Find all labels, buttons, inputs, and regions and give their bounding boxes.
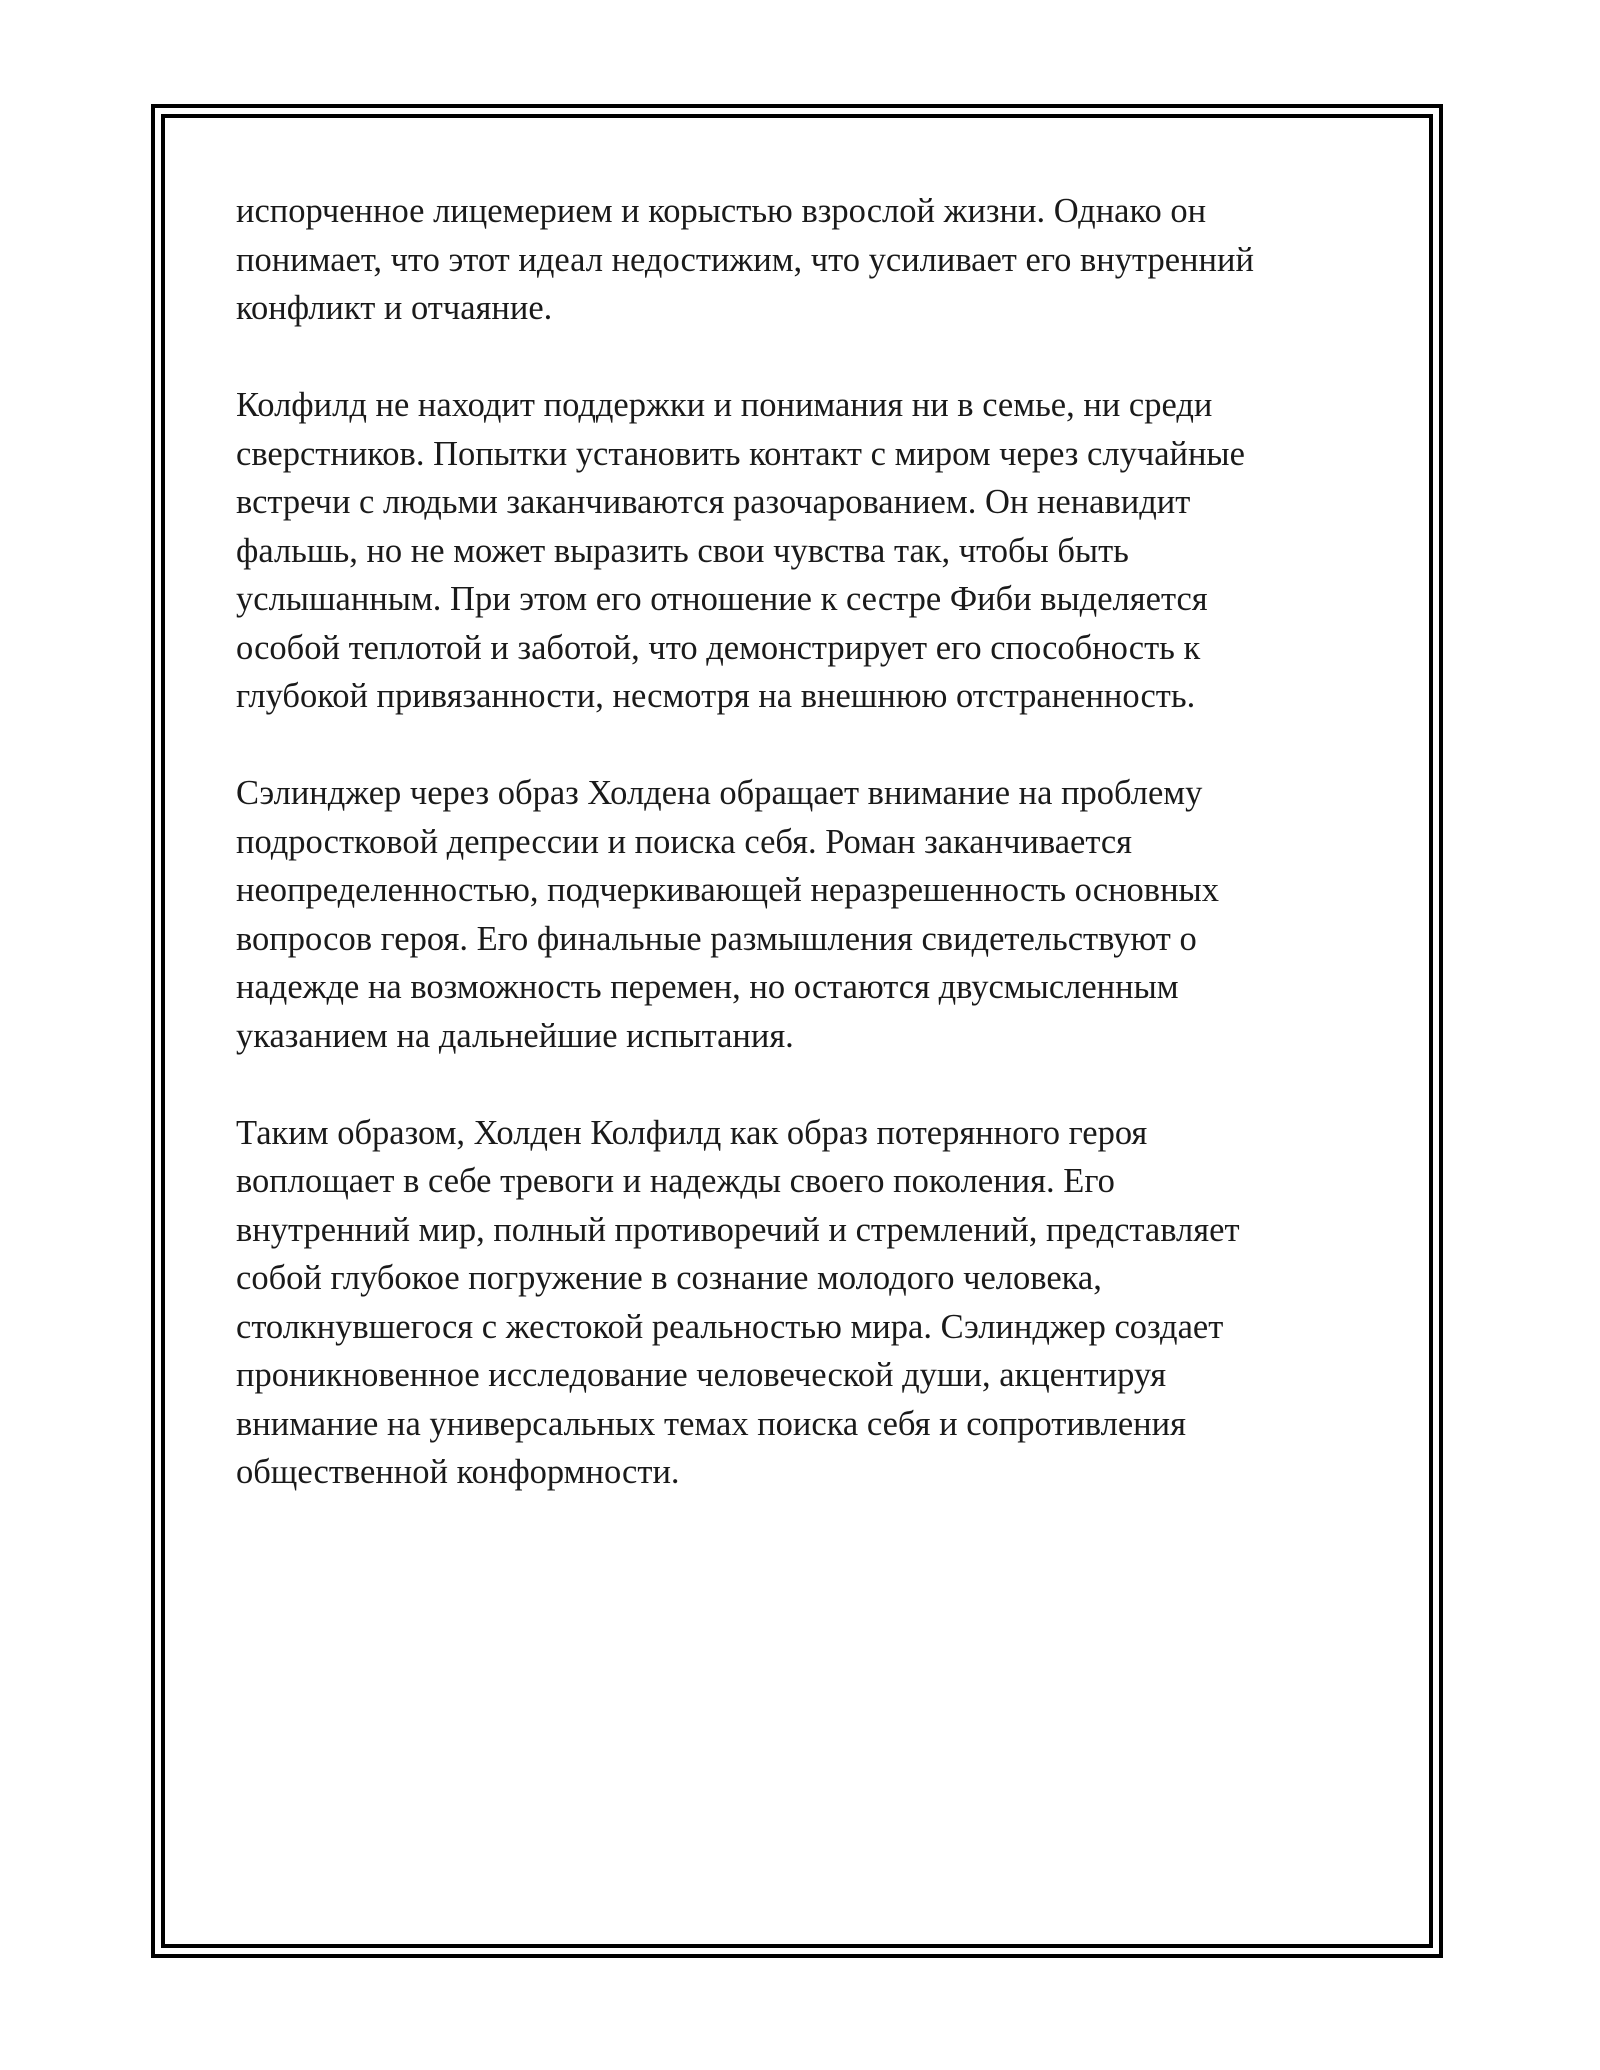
document-body: [236, 187, 1366, 1545]
paragraph-3: Сэлинджер через образ Холдена обращает внимание на проблему подростковой депрессии и поиска себя. Роман заканчивается неопределенностью, подчеркивающей неразрешенность основных вопросов героя. Его финальные размышления свидетельствуют о надежде на возможность перемен, но остаются двусмысленным указанием на дальнейшие испытания.: [236, 774, 1219, 1055]
paragraph-1: испорченное лицемерием и корыстью взрослой жизни. Однако он понимает, что этот идеал недостижим, что усиливает его внутренний конфликт и отчаяние.: [236, 192, 1254, 327]
paragraph-4: Таким образом, Холден Колфилд как образ потерянного героя воплощает в себе тревоги и надежды своего поколения. Его внутренний мир, полный противоречий и стремлений, представляет собой глубокое погружение в сознание молодого человека, столкнувшегося с жестокой реальностью мира. Сэлинджер создает проникновенное исследование человеческой души, акцентируя внимание на универсальных темах поиска себя и сопротивления общественной конформности.: [236, 1113, 1240, 1491]
paragraph-2: Колфилд не находит поддержки и понимания ни в семье, ни среди сверстников. Попытки установить контакт с миром через случайные встречи с людьми заканчиваются разочарованием. Он ненавидит фальшь, но не может выразить свои чувства так, чтобы быть услышанным. При этом его отношение к сестре Фиби выделяется особой теплотой и заботой, что демонстрирует его способность к глубокой привязанности, несмотря на внешнюю отстраненность.: [236, 386, 1245, 715]
